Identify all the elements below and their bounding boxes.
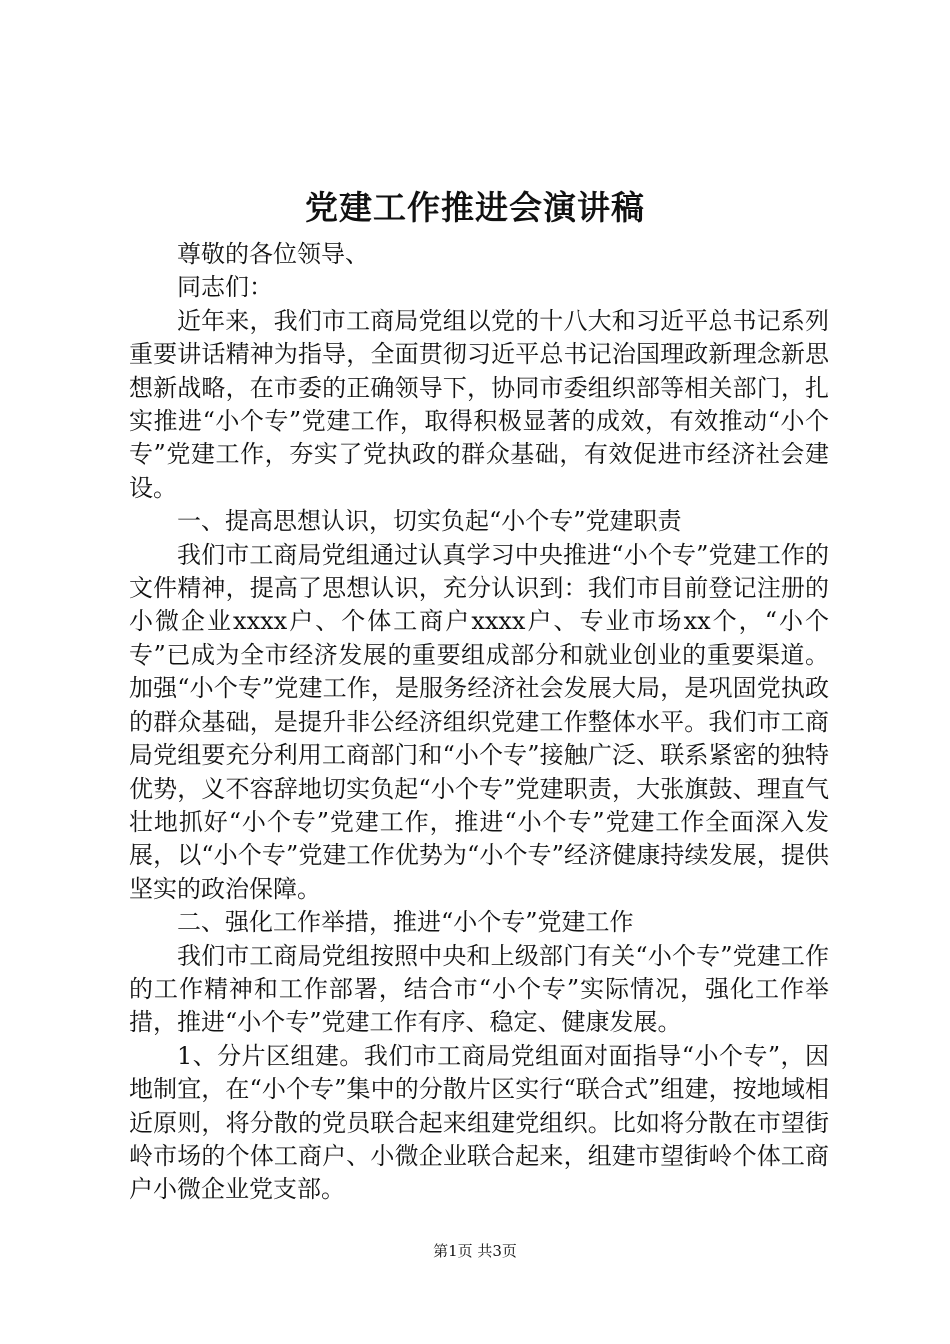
salutation-line-2: 同志们：	[177, 273, 273, 302]
document-title: 党建工作推进会演讲稿	[305, 188, 645, 227]
salutation-line-1: 尊敬的各位领导、	[177, 240, 369, 268]
document-body	[129, 238, 829, 1207]
section-heading-1: 一、提高思想认识，切实负起“小个专”党建职责	[177, 507, 682, 536]
section-heading-2: 二、强化工作举措，推进“小个专”党建工作	[177, 908, 634, 937]
paragraph-section-1: 我们市工商局党组通过认真学习中央推进“小个专”党建工作的文件精神，提高了思想认识，充分认识到：我们市目前登记注册的小微企业xxxx户、个体工商户xxxx户、专业市场xx个，“小个专”已成为全市经济发展的重要组成部分和就业创业的重要渠道。加强“小个专”党建工作，是服务经济社会发展大局，是巩固党执政的群众基础，是提升非公经济组织党建工作整体水平。我们市工商局党组要充分利用工商部门和“小个专”接触广泛、联系紧密的独特优势，义不容辞地切实负起“小个专”党建职责，大张旗鼓、理直气壮地抓好“小个专”党建工作，推进“小个专”党建工作全面深入发展，以“小个专”党建工作优势为“小个专”经济健康持续发展，提供坚实的政治保障。	[129, 540, 829, 903]
page-number-footer: 第1页 共3页	[433, 1242, 517, 1260]
paragraph-item-1: 1、分片区组建。我们市工商局党组面对面指导“小个专”，因地制宜，在“小个专”集中的分散片区实行“联合式”组建，按地域相近原则，将分散的党员联合起来组建党组织。比如将分散在市望街岭市场的个体工商户、小微企业联合起来，组建市望街岭个体工商户小微企业党支部。	[129, 1041, 829, 1204]
paragraph-section-2: 我们市工商局党组按照中央和上级部门有关“小个专”党建工作的工作精神和工作部署，结合市“小个专”实际情况，强化工作举措，推进“小个专”党建工作有序、稳定、健康发展。	[129, 941, 829, 1037]
paragraph-intro: 近年来，我们市工商局党组以党的十八大和习近平总书记系列重要讲话精神为指导，全面贯彻习近平总书记治国理政新理念新思想新战略，在市委的正确领导下，协同市委组织部等相关部门，扎实推进“小个专”党建工作，取得积极显著的成效，有效推动“小个专”党建工作，夯实了党执政的群众基础，有效促进市经济社会建设。	[129, 306, 829, 502]
